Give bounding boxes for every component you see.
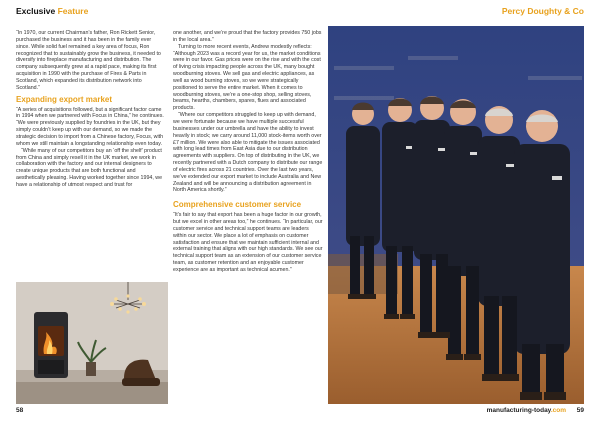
paragraph: “In 1970, our current Chairman’s father, Ron Rickett Senior, purchased the business and it has been in the family ever since. While solid fuel remained a key area of focus, Ron recognized that to sustainably grow the business, it needed to diversify into fireplace manufacturing and distribution. The company subsequently grew at a rapid pace, making its first acquisition in 1990 with the purchase of Fires & Parts in Scotland, which expanded its distribution network into Scotland.”: [16, 30, 161, 91]
page-number-left: 58: [16, 407, 24, 414]
section-label-accent: Feature: [57, 6, 89, 16]
paragraph: “While many of our competitors buy an ‘off the shelf’ product from China and simply resell it in the UK market, we work in collaboration with the factory and our internal designers to create unique products that are both functional and aesthetically pleasing. Having worked together since 1994, we have a relationship of utmost respect and trust for: [16, 147, 163, 188]
website-link[interactable]: [487, 407, 566, 414]
team-illustration: [328, 26, 584, 404]
paragraph: “Where our competitors struggled to keep up with demand, we were fortunate because we have multiple successful businesses under our umbrella and have the ability to invest heavily in stock; we carry around 11,000 stock-items worth over £7 million. We were also able to mitigate the issues associated with long lead times from East Asia due to our distribution agreements with suppliers. On top of distributing in the UK, we recently partnered with a Dutch company to distribute our range of electric fires across 21 countries. Over the last two years, we’ve extended our export market to include Australia and New Zealand and will be announcing a distribution agreement in North America shortly.”: [173, 112, 323, 194]
subheading-export: Expanding export market: [16, 94, 113, 104]
paragraph: “It’s fair to say that export has been a huge factor in our growth, but we excel in other areas too,” he continues. “In particular, our customer service and technical support teams are leaders within our sector. We place a lot of emphasis on customer satisfaction and ensure that we maintain sufficient internal and external training that aligns with our high standards. We see our technical support team as an extension of our customer service team, as customer retention and an enjoyable customer experience are as important as technical acumen.”: [173, 212, 323, 273]
article-column-1: [16, 30, 166, 189]
section-label-prefix: Exclusive: [16, 6, 56, 16]
paragraph: “A series of acquisitions followed, but a significant factor came in 1994 when we partnered with Focus in China,” he continues. “We were previously supplied by foundries in the UK, but they simply couldn’t keep up with our demand, so we made the strategic decision to import from a Chinese factory, Focus, with whom we still maintain a longstanding relationship even today.: [16, 106, 164, 147]
article-column-2: [173, 30, 323, 274]
site-domain: .com: [550, 407, 566, 414]
page-number-right: 59: [576, 407, 584, 414]
section-label: [16, 6, 88, 16]
team-photo: [328, 26, 584, 404]
stove-photo: [16, 282, 168, 404]
subheading-customer-service: Comprehensive customer service: [173, 200, 302, 210]
site-name: manufacturing-today: [486, 407, 551, 414]
stove-illustration: [16, 282, 168, 404]
company-name: Percy Doughty & Co: [501, 6, 584, 16]
paragraph: one another, and we’re proud that the factory provides 750 jobs in the local area.”: [173, 30, 322, 43]
paragraph: Turning to more recent events, Andrew modestly reflects: “Although 2023 was a record year for us, the market conditions were in our favor. Gas prices were on the rise and with the cost of living crisis impacting people across the UK, many bought woodburning stoves. We sell gas and electric appliances, as well as wood burning stoves, so we were strategically positioned to serve the entire market. When it comes to woodburning stoves, we’re a one-stop shop, selling stoves, beams, hearths, chambers, spares, flues and associated products.: [173, 43, 321, 112]
